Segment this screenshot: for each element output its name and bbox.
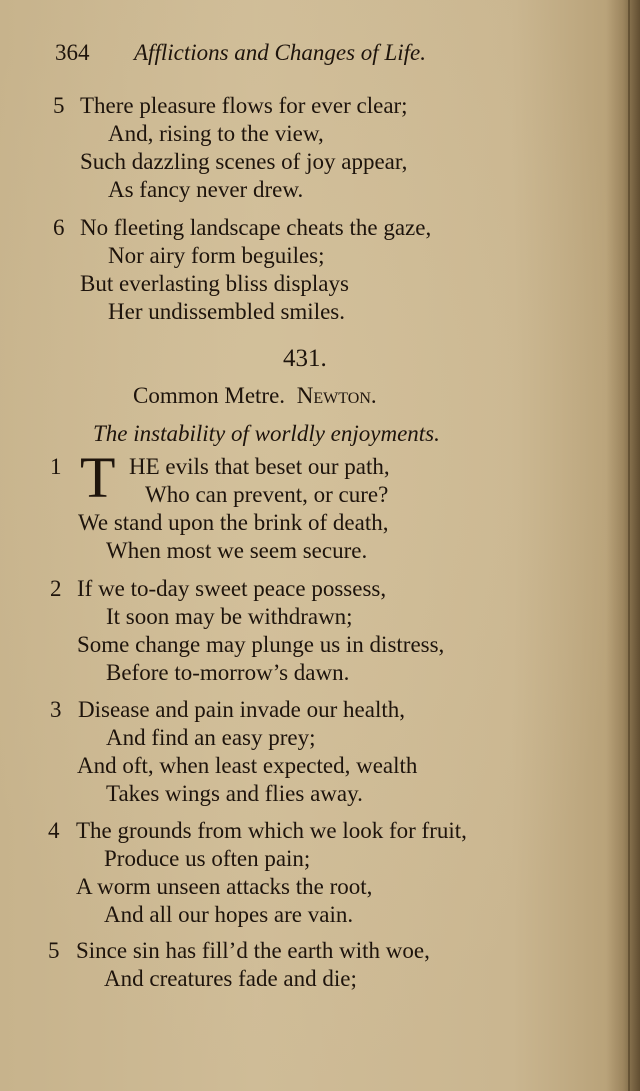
verse-line: Nor airy form beguiles;	[108, 243, 325, 268]
verse-line: And, rising to the view,	[108, 121, 324, 146]
hymn-author: Newton.	[296, 383, 377, 408]
verse-line: And all our hopes are vain.	[104, 902, 354, 927]
hymn-subject: The instability of worldly enjoyments.	[93, 421, 440, 446]
verse-line: Since sin has fill’d the earth with woe,	[76, 938, 430, 963]
hymn-number: 431.	[283, 345, 327, 372]
verse-line: Who can prevent, or cure?	[145, 482, 389, 507]
verse-line: If we to-day sweet peace possess,	[77, 576, 387, 601]
verse-line: Before to-morrow’s dawn.	[106, 660, 350, 685]
verse-line: HE evils that beset our path,	[129, 454, 390, 479]
verse-line: A worm unseen attacks the root,	[76, 874, 373, 899]
verse-number: 5	[53, 93, 65, 118]
verse-line: Her undissembled smiles.	[108, 299, 345, 324]
verse-line: Such dazzling scenes of joy appear,	[80, 149, 408, 174]
verse-line: Disease and pain invade our health,	[78, 697, 405, 722]
page-number: 364	[55, 40, 90, 65]
verse-line: No fleeting landscape cheats the gaze,	[80, 215, 432, 240]
running-title: Afflictions and Changes of Life.	[134, 40, 426, 65]
verse-line: We stand upon the brink of death,	[78, 510, 389, 535]
verse-number: 6	[53, 215, 65, 240]
verse-number: 2	[50, 576, 62, 601]
verse-number: 5	[48, 938, 60, 963]
verse-line: There pleasure flows for ever clear;	[80, 93, 408, 118]
drop-cap: T	[80, 445, 116, 510]
verse-line: And oft, when least expected, wealth	[77, 753, 418, 778]
verse-line: And find an easy prey;	[106, 725, 316, 750]
verse-line: As fancy never drew.	[108, 177, 304, 202]
verse-line: And creatures fade and die;	[104, 966, 357, 991]
verse-number: 1	[50, 454, 62, 479]
verse-line: Takes wings and flies away.	[106, 781, 363, 806]
page-edge-shadow	[606, 0, 640, 1091]
hymn-metre: Common Metre.	[133, 383, 286, 408]
verse-number: 3	[50, 697, 62, 722]
verse-line: Produce us often pain;	[104, 846, 311, 871]
verse-number: 4	[48, 818, 60, 843]
verse-line: The grounds from which we look for fruit,	[76, 818, 467, 843]
verse-line: But everlasting bliss displays	[80, 271, 349, 296]
verse-line: It soon may be withdrawn;	[106, 604, 353, 629]
hymn-metre-line	[133, 383, 377, 409]
verse-line: When most we seem secure.	[106, 538, 368, 563]
verse-line: Some change may plunge us in distress,	[77, 632, 445, 657]
